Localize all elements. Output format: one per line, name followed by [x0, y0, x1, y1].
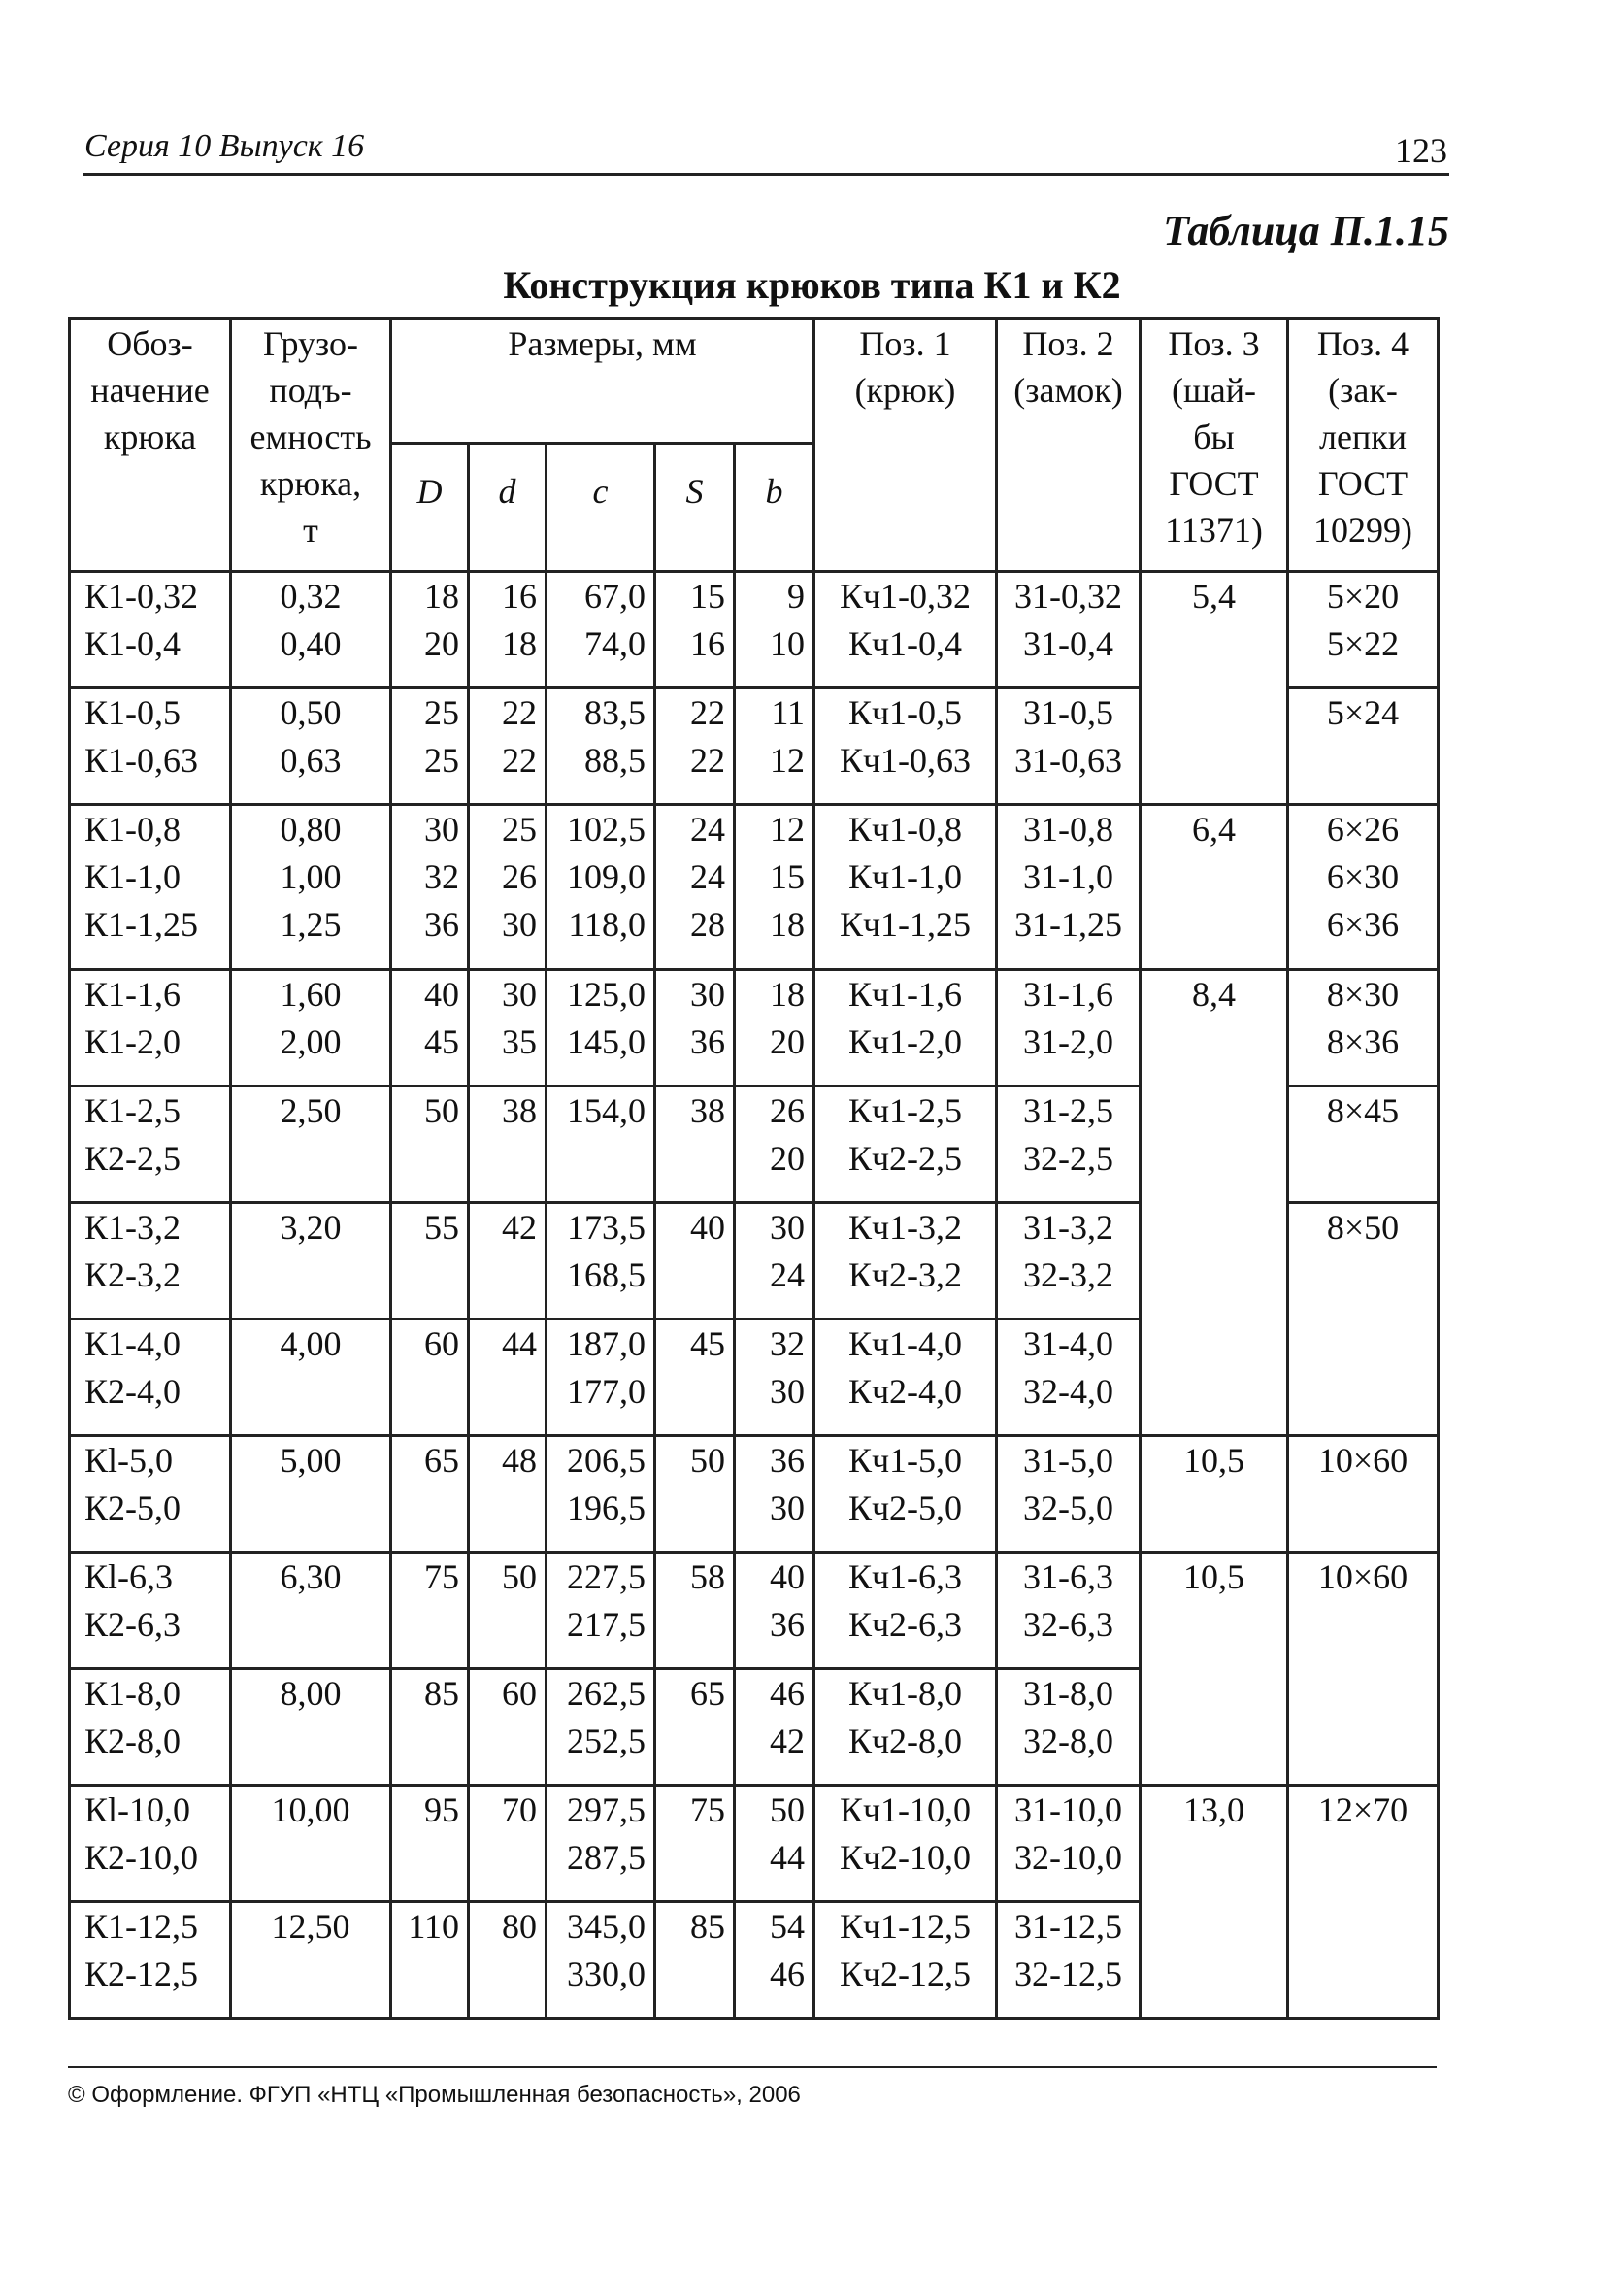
col-pos4-header: Поз. 4 (зак- лепки ГОСТ 10299): [1288, 319, 1439, 572]
table-row: К1-1,6 К1-2,0 1,60 2,00 40 45 30 35 125,0 145,0 30 36 18 20 Кч1-1,6 Кч1-2,0 31-1,6 31-2,0 8,4 8×30 8×36: [70, 970, 1439, 1086]
running-header: [83, 124, 1449, 176]
col-capacity-header: Грузо- подъ- емность крюка, т: [231, 319, 391, 572]
pos3-cell: 8,4: [1141, 970, 1288, 1436]
col-designation-header: Обоз- начение крюка: [70, 319, 231, 572]
pos3-cell: 13,0: [1141, 1786, 1288, 2019]
series-label: Серия 10 Выпуск 16: [84, 128, 365, 164]
copyright-text: © Оформление. ФГУП «НТЦ «Промышленная безопасность», 2006: [68, 2082, 801, 2108]
table-row: Кl-10,0 К2-10,0 10,00 95 70 297,5 287,5 75 50 44 Кч1-10,0 Кч2-10,0 31-10,0 32-10,0 13,0 12×70: [70, 1786, 1439, 1902]
col-sizes-header: Размеры, мм: [391, 319, 814, 444]
pos3-cell: 10,5: [1141, 1436, 1288, 1553]
page-footer: [68, 2066, 1437, 2108]
col-S-header: S: [655, 444, 735, 572]
col-c-header: c: [547, 444, 655, 572]
table-row: К1-4,0 К2-4,0 4,00 60 44 187,0 177,0 45 32 30 Кч1-4,0 Кч2-4,0 31-4,0 32-4,0: [70, 1320, 1439, 1436]
table-row: К1-0,5 К1-0,63 0,50 0,63 25 25 22 22 83,5 88,5 22 22 11 12 Кч1-0,5 Кч1-0,63 31-0,5 31-0,63 5×24: [70, 688, 1439, 805]
col-d-header: d: [469, 444, 547, 572]
table-title: Конструкция крюков типа К1 и К2: [503, 263, 1121, 307]
table-row: К1-0,8 К1-1,0 К1-1,25 0,80 1,00 1,25 30 32 36 25 26 30 102,5 109,0 118,0 24 24 28 12 15 18 Кч1-0,8 Кч1-1,0 Кч1-1,25 31-0,8 31-1,0 31-1,25 6,4 6×26 6×30 6×36: [70, 805, 1439, 970]
col-pos3-header: Поз. 3 (шай- бы ГОСТ 11371): [1141, 319, 1288, 572]
col-pos2-header: Поз. 2 (замок): [997, 319, 1141, 572]
table-row: Кl-5,0 К2-5,0 5,00 65 48 206,5 196,5 50 36 30 Кч1-5,0 Кч2-5,0 31-5,0 32-5,0 10,5 10×60: [70, 1436, 1439, 1553]
table-row: Кl-6,3 К2-6,3 6,30 75 50 227,5 217,5 58 40 36 Кч1-6,3 Кч2-6,3 31-6,3 32-6,3 10,5 10×60: [70, 1553, 1439, 1669]
pos3-cell: 10,5: [1141, 1553, 1288, 1786]
pos3-cell: 5,4: [1141, 572, 1288, 805]
table-row: К1-2,5 К2-2,5 2,50 50 38 154,0 38 26 20 Кч1-2,5 Кч2-2,5 31-2,5 32-2,5 8×45: [70, 1086, 1439, 1203]
table-row: К1-0,32 К1-0,4 0,32 0,40 18 20 16 18 67,0 74,0 15 16 9 10 Кч1-0,32 Кч1-0,4 31-0,32 31-0,4 5,4 5×20 5×22: [70, 572, 1439, 688]
hooks-table: [68, 317, 1440, 2020]
table-row: К1-8,0 К2-8,0 8,00 85 60 262,5 252,5 65 46 42 Кч1-8,0 Кч2-8,0 31-8,0 32-8,0: [70, 1669, 1439, 1786]
pos3-cell: 6,4: [1141, 805, 1288, 970]
table-row: К1-3,2 К2-3,2 3,20 55 42 173,5 168,5 40 30 24 Кч1-3,2 Кч2-3,2 31-3,2 32-3,2 8×50: [70, 1203, 1439, 1320]
col-b-header: b: [735, 444, 814, 572]
table-number: Таблица П.1.15: [1163, 207, 1449, 254]
page-number: 123: [1395, 131, 1447, 170]
table-row: К1-12,5 К2-12,5 12,50 110 80 345,0 330,0 85 54 46 Кч1-12,5 Кч2-12,5 31-12,5 32-12,5: [70, 1902, 1439, 2019]
col-pos1-header: Поз. 1 (крюк): [814, 319, 997, 572]
col-D-header: D: [391, 444, 469, 572]
